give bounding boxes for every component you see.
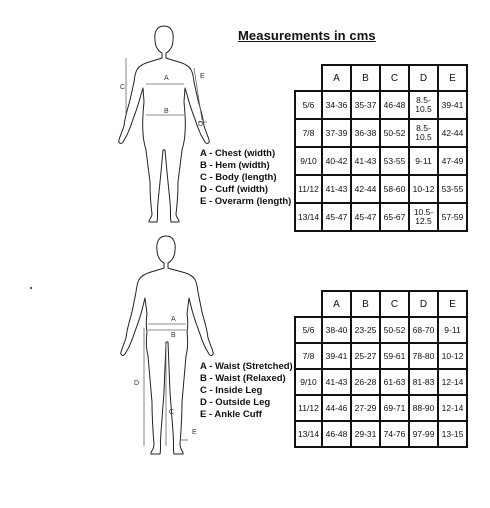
table-cell: 29-31 — [351, 421, 380, 447]
size-label: 13/14 — [295, 203, 322, 231]
size-label: 5/6 — [295, 317, 322, 343]
column-header: C — [380, 65, 409, 91]
table-cell: 35-37 — [351, 91, 380, 119]
table-cell: 69-71 — [380, 395, 409, 421]
table-cell: 68-70 — [409, 317, 438, 343]
table-cell: 41-43 — [351, 147, 380, 175]
table-cell: 58-60 — [380, 175, 409, 203]
column-header: C — [380, 291, 409, 317]
table-cell: 81-83 — [409, 369, 438, 395]
column-header: B — [351, 65, 380, 91]
table-row — [295, 317, 467, 343]
table-row — [295, 91, 467, 119]
page-title: Measurements in cms — [238, 28, 376, 43]
bottom-label-b: B — [171, 332, 176, 339]
table-cell: 9-11 — [409, 147, 438, 175]
legend-item: C - Body (length) — [200, 172, 277, 183]
size-label: 11/12 — [295, 395, 322, 421]
table-cell: 44-46 — [322, 395, 351, 421]
legend-item: B - Hem (width) — [200, 160, 270, 171]
table-cell: 45-47 — [351, 203, 380, 231]
top-legend — [200, 148, 291, 208]
table-row — [295, 343, 467, 369]
legend-item: D - Cuff (width) — [200, 184, 269, 195]
legend-item: C - Inside Leg — [200, 385, 263, 396]
legend-item: A - Chest (width) — [200, 148, 276, 159]
table-row — [295, 119, 467, 147]
table-cell: 53-55 — [380, 147, 409, 175]
size-label: 13/14 — [295, 421, 322, 447]
table-row — [295, 369, 467, 395]
table-row — [295, 421, 467, 447]
table-cell: 23-25 — [351, 317, 380, 343]
table-cell: 36-38 — [351, 119, 380, 147]
table-row — [295, 395, 467, 421]
table-cell: 38-40 — [322, 317, 351, 343]
column-header: D — [409, 291, 438, 317]
top-label-b: B — [164, 108, 169, 115]
table-cell: 8.5- 10.5 — [409, 91, 438, 119]
table-cell: 41-43 — [322, 175, 351, 203]
legend-item: B - Waist (Relaxed) — [200, 373, 286, 384]
size-label: 9/10 — [295, 369, 322, 395]
table-cell: 46-48 — [380, 91, 409, 119]
table-corner — [295, 65, 322, 91]
column-header: B — [351, 291, 380, 317]
stray-dot — [30, 287, 32, 289]
table-cell: 42-44 — [438, 119, 467, 147]
table-cell: 50-52 — [380, 317, 409, 343]
size-label: 7/8 — [295, 343, 322, 369]
table-cell: 47-49 — [438, 147, 467, 175]
table-row — [295, 203, 467, 231]
table-cell: 10.5- 12.5 — [409, 203, 438, 231]
column-header: D — [409, 65, 438, 91]
column-header: E — [438, 65, 467, 91]
bottom-legend — [200, 361, 293, 421]
table-cell: 13-15 — [438, 421, 467, 447]
table-cell: 8.5- 10.5 — [409, 119, 438, 147]
table-cell: 10-12 — [438, 343, 467, 369]
table-cell: 34-36 — [322, 91, 351, 119]
table-cell: 45-47 — [322, 203, 351, 231]
column-header: A — [322, 65, 351, 91]
table-cell: 12-14 — [438, 369, 467, 395]
bottom-label-e: E — [192, 429, 197, 436]
legend-item: E - Overarm (length) — [200, 196, 292, 207]
table-row — [295, 175, 467, 203]
table-cell: 39-41 — [438, 91, 467, 119]
table-cell: 12-14 — [438, 395, 467, 421]
table-cell: 10-12 — [409, 175, 438, 203]
size-label: 7/8 — [295, 119, 322, 147]
table-cell: 37-39 — [322, 119, 351, 147]
size-label: 9/10 — [295, 147, 322, 175]
table-corner — [295, 291, 322, 317]
legend-item: A - Waist (Stretched) — [200, 361, 293, 372]
bottom-body-figure — [110, 232, 230, 482]
table-cell: 42-44 — [351, 175, 380, 203]
table-cell: 26-28 — [351, 369, 380, 395]
top-label-e: E — [200, 73, 205, 80]
table-cell: 59-61 — [380, 343, 409, 369]
top-size-table — [294, 64, 468, 232]
column-header: A — [322, 291, 351, 317]
table-cell: 40-42 — [322, 147, 351, 175]
table-cell: 39-41 — [322, 343, 351, 369]
table-cell: 57-59 — [438, 203, 467, 231]
bottom-label-d: D — [134, 380, 140, 387]
bottom-size-table — [294, 290, 468, 448]
table-cell: 46-48 — [322, 421, 351, 447]
legend-item: D - Outside Leg — [200, 397, 271, 408]
table-cell: 65-67 — [380, 203, 409, 231]
column-header: E — [438, 291, 467, 317]
table-cell: 88-90 — [409, 395, 438, 421]
table-cell: 53-55 — [438, 175, 467, 203]
top-label-d: D — [198, 121, 204, 128]
table-cell: 74-76 — [380, 421, 409, 447]
legend-item: E - Ankle Cuff — [200, 409, 262, 420]
table-cell: 97-99 — [409, 421, 438, 447]
top-label-a: A — [164, 75, 169, 82]
table-row — [295, 147, 467, 175]
table-cell: 78-80 — [409, 343, 438, 369]
size-label: 11/12 — [295, 175, 322, 203]
table-cell: 9-11 — [438, 317, 467, 343]
top-label-c: C — [120, 84, 126, 91]
table-cell: 27-29 — [351, 395, 380, 421]
table-cell: 61-63 — [380, 369, 409, 395]
bottom-label-c: C — [169, 409, 175, 416]
table-cell: 25-27 — [351, 343, 380, 369]
size-label: 5/6 — [295, 91, 322, 119]
table-cell: 50-52 — [380, 119, 409, 147]
bottom-label-a: A — [171, 316, 176, 323]
table-cell: 41-43 — [322, 369, 351, 395]
